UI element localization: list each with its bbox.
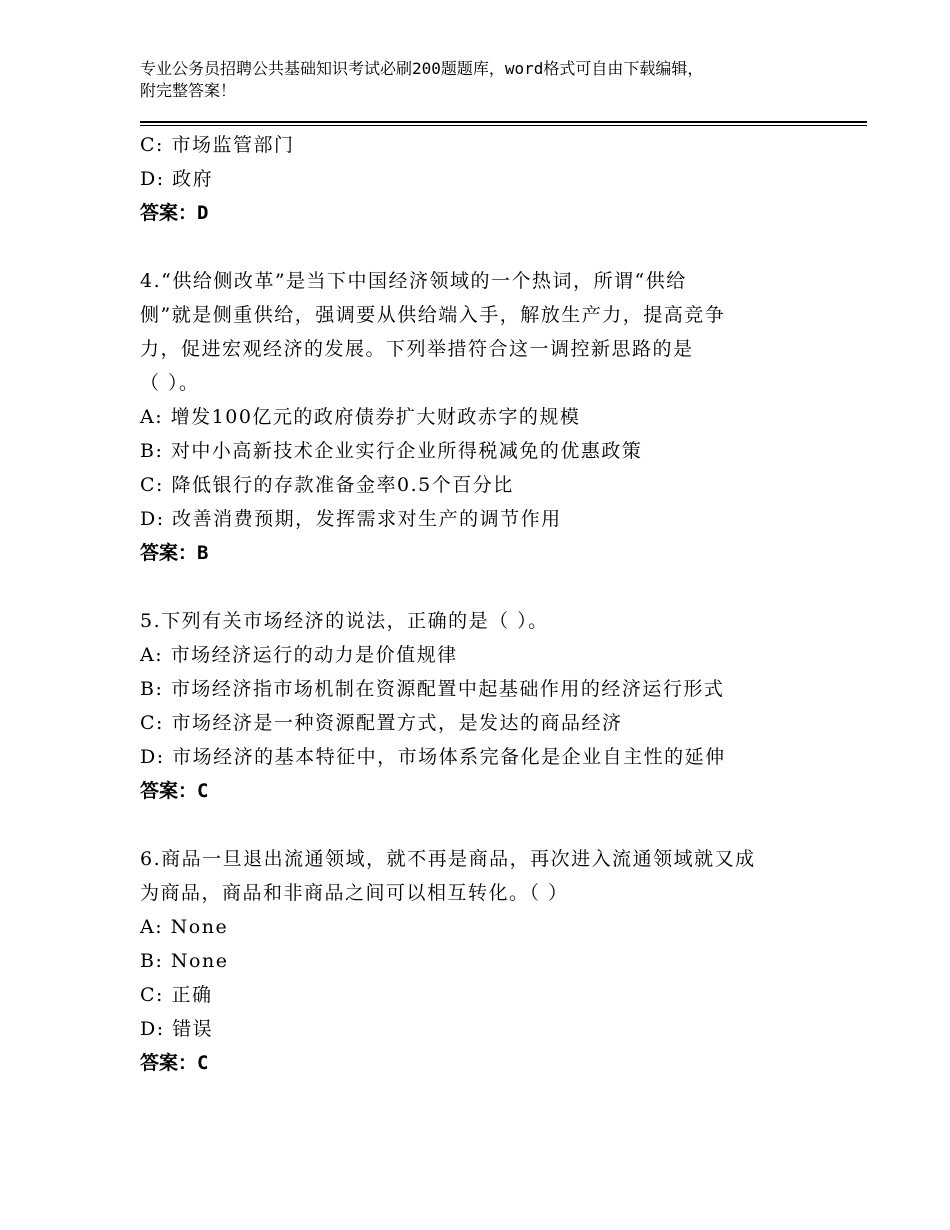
stem-line: 6.商品一旦退出流通领域，就不再是商品，再次进入流通领域就又成 [140,848,756,870]
option-d: D: 政府 [140,168,214,190]
option-c: C: 市场经济是一种资源配置方式，是发达的商品经济 [140,712,623,734]
stem-line: 4.“供给侧改革”是当下中国经济领域的一个热词，所谓“供给 [140,270,687,292]
stem-line: 5.下列有关市场经济的说法，正确的是（ ）。 [140,610,549,632]
option-c: C: 正确 [140,984,213,1006]
question-stem [140,264,840,400]
header-rule-thin [140,125,867,126]
option-b: B: None [140,950,229,972]
answer-line: 答案：C [140,1052,209,1074]
option-c: C: 降低银行的存款准备金率0.5个百分比 [140,474,514,496]
stem-line: 力，促进宏观经济的发展。下列举措符合这一调控新思路的是 [140,338,694,360]
page-header [140,58,820,102]
document-body [140,128,840,1080]
option-b: B: 市场经济指市场机制在资源配置中起基础作用的经济运行形式 [140,678,725,700]
question-5 [140,604,840,808]
option-a: A: 增发100亿元的政府债券扩大财政赤字的规模 [140,406,581,428]
question-stem [140,604,840,638]
option-c: C: 市场监管部门 [140,134,295,156]
option-b: B: 对中小高新技术企业实行企业所得税减免的优惠政策 [140,440,643,462]
stem-line: （ ）。 [140,372,200,394]
option-d: D: 市场经济的基本特征中，市场体系完备化是企业自主性的延伸 [140,746,726,768]
question-stem [140,842,840,910]
question-4 [140,264,840,570]
stem-line: 侧”就是侧重供给，强调要从供给端入手，解放生产力，提高竞争 [140,304,726,326]
spacer [140,230,840,264]
header-line-2: 附完整答案！ [140,81,237,100]
header-line-1: 专业公务员招聘公共基础知识考试必刷200题题库，word格式可自由下载编辑， [140,59,704,78]
prev-question-block [140,128,840,230]
question-6 [140,842,840,1080]
option-a: A: None [140,916,229,938]
answer-line: 答案：B [140,542,209,564]
option-a: A: 市场经济运行的动力是价值规律 [140,644,458,666]
answer-line: 答案：C [140,780,209,802]
header-rule-thick [140,121,867,123]
option-d: D: 改善消费预期，发挥需求对生产的调节作用 [140,508,562,530]
stem-line: 为商品，商品和非商品之间可以相互转化。（ ） [140,882,569,904]
option-d: D: 错误 [140,1018,214,1040]
spacer [140,570,840,604]
spacer [140,808,840,842]
answer-line: 答案：D [140,202,209,224]
